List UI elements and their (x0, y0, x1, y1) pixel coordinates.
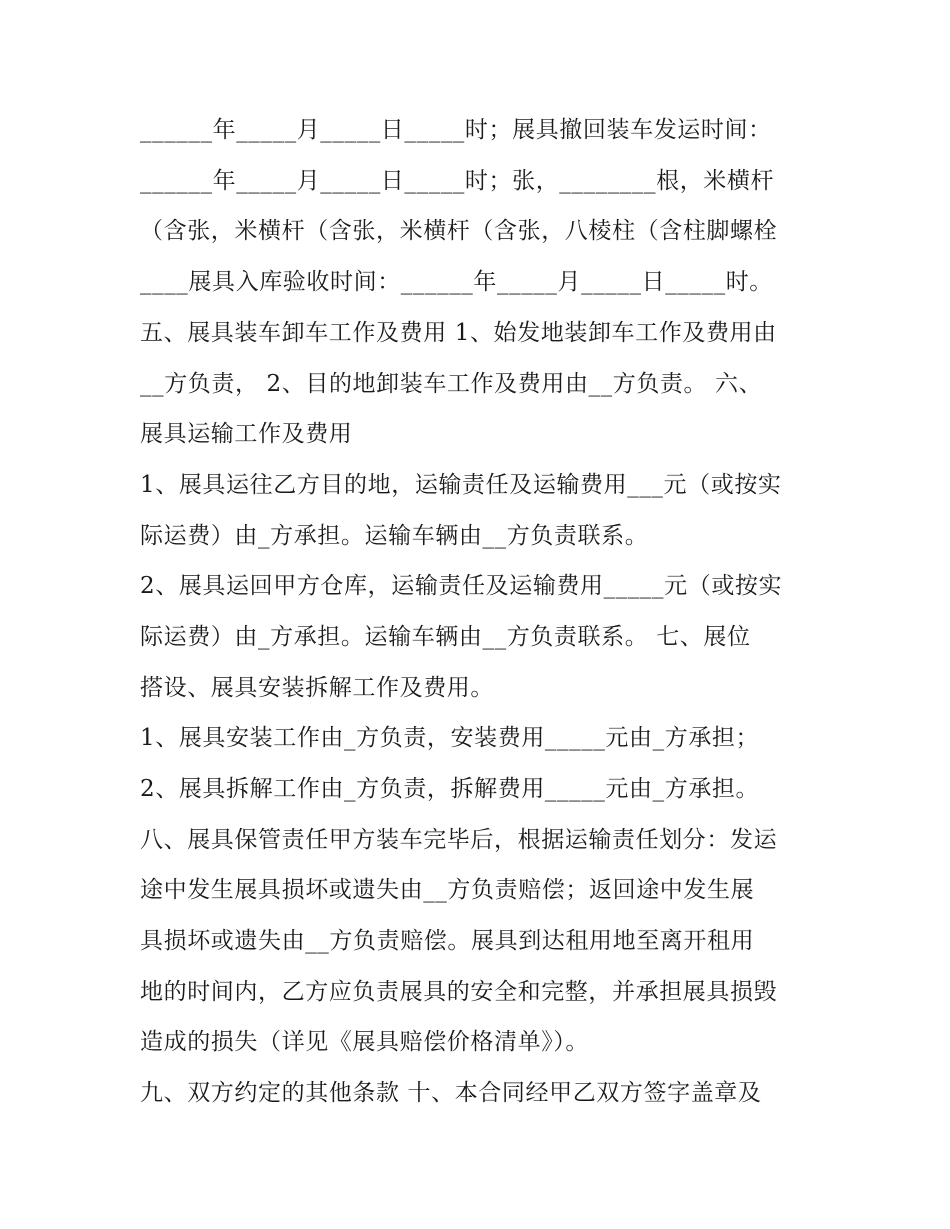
section-heading-8: 八、展具保管责任甲方装车完毕后，根据运输责任划分：发运 (140, 827, 778, 853)
section-heading-6: 展具运输工作及费用 (140, 421, 353, 447)
text-line: 2、展具拆解工作由_方负责，拆解费用_____元由_方承担。 (140, 776, 760, 802)
section-heading-5: 五、展具装车卸车工作及费用 1、始发地装卸车工作及费用由 (140, 320, 777, 346)
text-line: 搭设、展具安装拆解工作及费用。 (140, 675, 494, 701)
text-line: 际运费）由_方承担。运输车辆由__方负责联系。 (140, 523, 649, 549)
text-line: （含张，米横杆（含张，米横杆（含张，八棱柱（含柱脚螺栓 (140, 218, 778, 244)
text-line: ____展具入库验收时间：______年_____月_____日_____时。 (140, 269, 773, 295)
text-line: __方负责， 2、目的地卸装车工作及费用由__方负责。 六、 (140, 371, 763, 397)
text-line: 造成的损失（详见《展具赔偿价格清单》）。 (140, 1029, 589, 1055)
text-line: ______年_____月_____日_____时；张，________根，米横杆 (140, 168, 775, 194)
text-line: 1、展具运往乙方目的地，运输责任及运输费用___元（或按实 (140, 472, 782, 498)
text-line: 际运费）由_方承担。运输车辆由__方负责联系。 七、展位 (140, 624, 751, 650)
text-line: 2、展具运回甲方仓库，运输责任及运输费用_____元（或按实 (140, 573, 783, 599)
section-heading-9: 九、双方约定的其他条款 十、本合同经甲乙双方签字盖章及 (140, 1080, 762, 1106)
text-line: 具损坏或遗失由__方负责赔偿。展具到达租用地至离开租用 (140, 928, 755, 954)
text-line: ______年_____月_____日_____时；展具撤回装车发运时间： (140, 117, 772, 143)
text-line: 途中发生展具损坏或遗失由__方负责赔偿；返回途中发生展 (140, 877, 755, 903)
text-line: 地的时间内，乙方应负责展具的安全和完整，并承担展具损毁 (140, 979, 778, 1005)
text-line: 1、展具安装工作由_方负责，安装费用_____元由_方承担； (140, 725, 760, 751)
